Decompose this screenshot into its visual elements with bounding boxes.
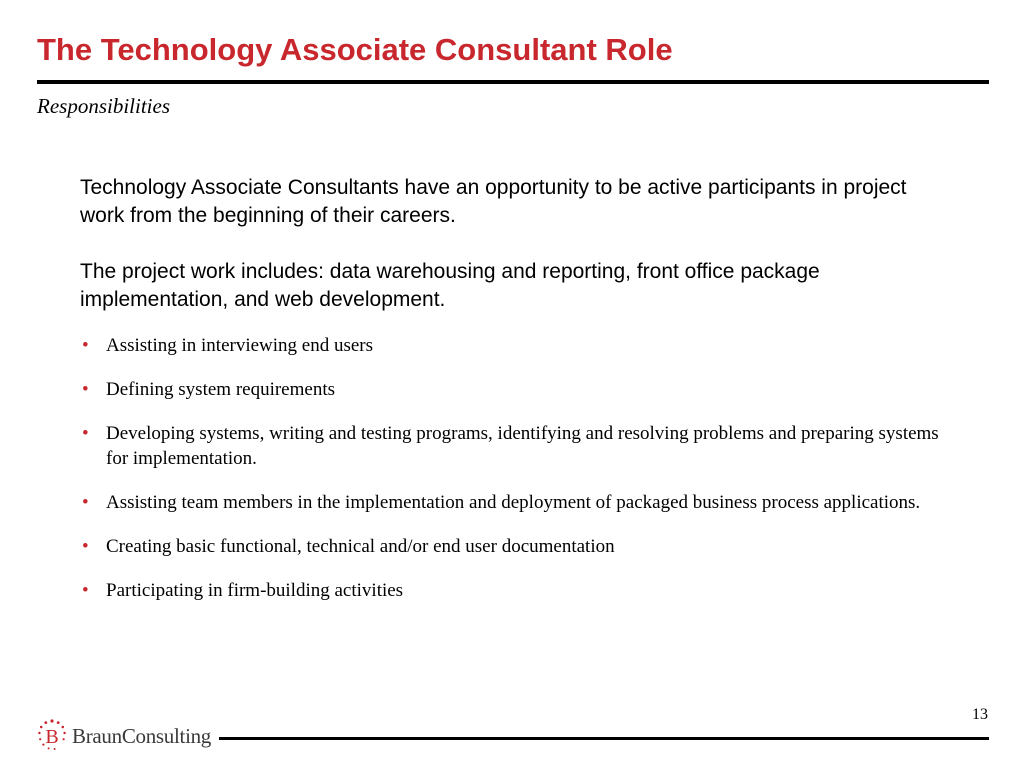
list-item — [80, 490, 960, 515]
braun-b-logo-icon — [36, 718, 68, 754]
list-item-text: Defining system requirements — [106, 379, 336, 400]
list-item-text: Participating in firm-building activities — [106, 580, 404, 601]
list-item — [80, 333, 960, 358]
responsibility-list — [80, 333, 960, 622]
list-item — [80, 578, 960, 603]
title-divider — [37, 80, 989, 84]
list-item-text: Assisting in interviewing end users — [106, 335, 374, 356]
list-item — [80, 421, 960, 471]
bullet-icon: • — [82, 335, 89, 356]
list-item-text: Creating basic functional, technical and/or end user documentation — [106, 536, 615, 557]
bullet-icon: • — [82, 580, 89, 601]
bullet-icon: • — [82, 536, 89, 557]
footer-divider — [219, 737, 989, 740]
slide-subtitle: Responsibilities — [37, 94, 170, 118]
slide-title: The Technology Associate Consultant Role — [37, 32, 673, 67]
project-work-paragraph: The project work includes: data warehousing and reporting, front office package implementation, and web development. — [80, 260, 820, 311]
list-item — [80, 534, 960, 559]
company-logo — [36, 718, 211, 754]
bullet-icon: • — [82, 423, 89, 444]
list-item-text: Assisting team members in the implementation and deployment of packaged business process applications. — [106, 492, 921, 513]
bullet-icon: • — [82, 379, 89, 400]
bullet-icon: • — [82, 492, 89, 513]
company-name: BraunConsulting — [72, 723, 212, 748]
list-item — [80, 377, 960, 402]
page-number: 13 — [972, 706, 988, 723]
list-item-text: Developing systems, writing and testing programs, identifying and resolving problems and preparing systems for implementation. — [106, 423, 939, 469]
svg-text:B: B — [45, 726, 59, 748]
intro-paragraph: Technology Associate Consultants have an opportunity to be active participants in project work from the beginning of their careers. — [80, 176, 907, 227]
